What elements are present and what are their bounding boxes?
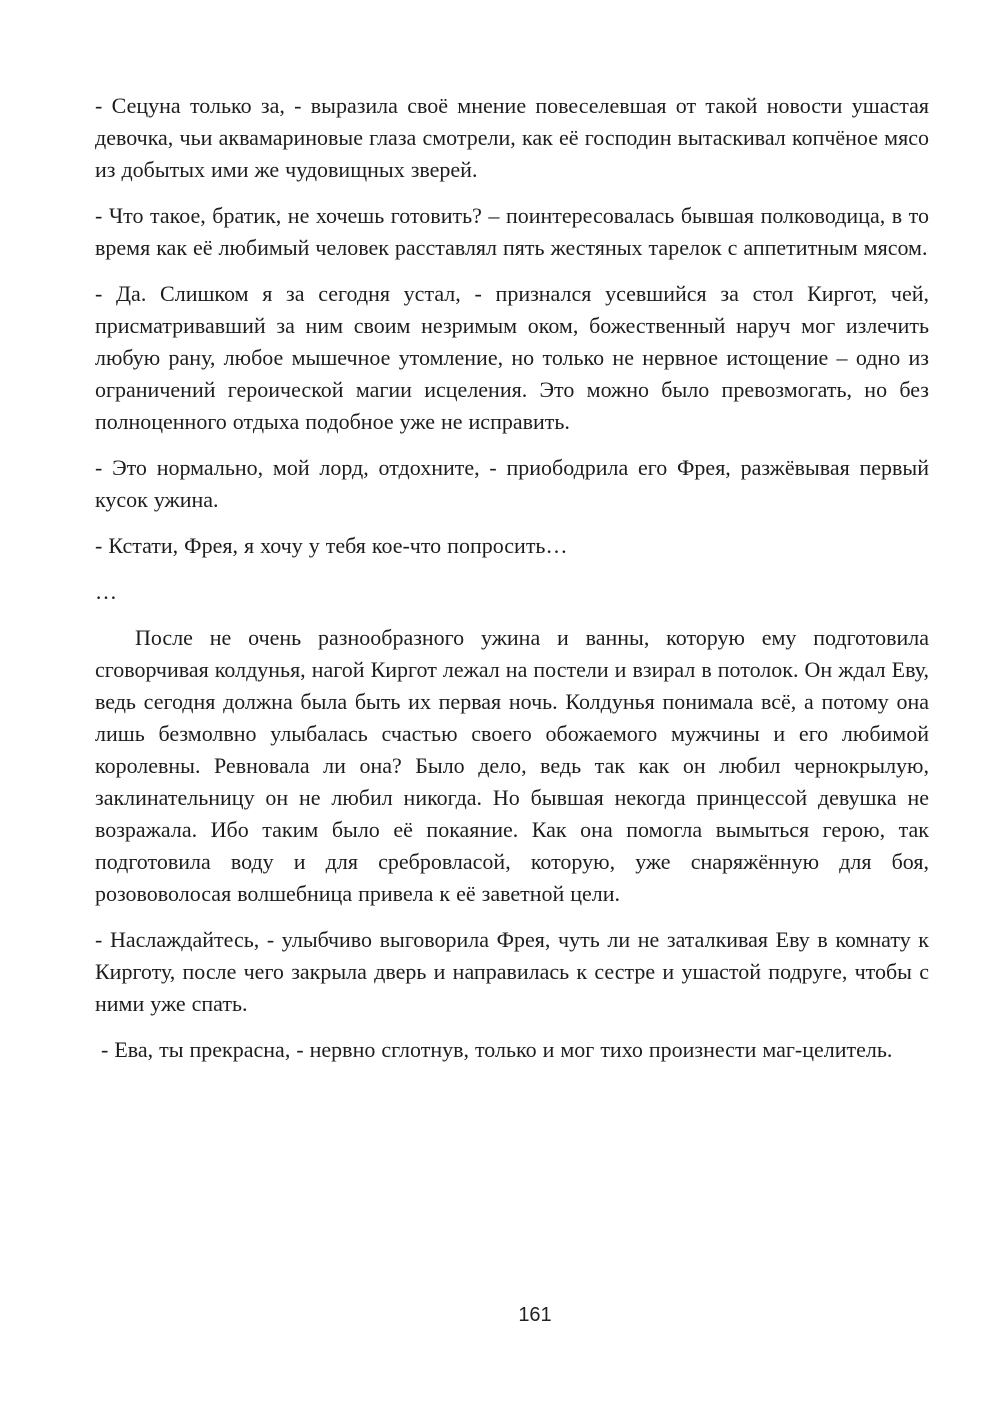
paragraph: - Да. Слишком я за сегодня устал, - признался усевшийся за стол Киргот, чей, присматривавший за ним своим незримым оком, божественный наруч мог излечить любую рану, любое мышечное утомление, но только не нервное истощение – одно из ограничений героической магии исцеления. Это можно было превозмогать, но без полноценного отдыха подобное уже не исправить.: [95, 281, 929, 434]
paragraph: - Это нормально, мой лорд, отдохните, - приободрила его Фрея, разжёвывая первый кусок ужина.: [95, 455, 929, 512]
ellipsis-paragraph: …: [95, 579, 117, 604]
paragraph: - Сецуна только за, - выразила своё мнение повеселевшая от такой новости ушастая девочка, чьи аквамариновые глаза смотрели, как её господин вытаскивал копчёное мясо из добытых ими же чудовищных зверей.: [95, 93, 929, 182]
paragraph: - Ева, ты прекрасна, - нервно сглотнув, только и мог тихо произнести маг-целитель.: [95, 1037, 893, 1062]
page-footer: [0, 1304, 1000, 1327]
paragraph: После не очень разнообразного ужина и ванны, которую ему подготовила сговорчивая колдунья, нагой Киргот лежал на постели и взирал в потолок. Он ждал Еву, ведь сегодня должна была быть их первая ночь. Колдунья понимала всё, а потому она лишь безмолвно улыбалась счастью своего обожаемого мужчины и его любимой королевны. Ревновала ли она? Было дело, ведь так как он любил чернокрылую, заклинательницу он не любил никогда. Но бывшая некогда принцессой девушка не возражала. Ибо таким было её покаяние. Как она помогла вымыться герою, так подготовила воду и для сребровласой, которую, уже снаряжённую для боя, розововолосая волшебница привела к её заветной цели.: [95, 625, 929, 906]
paragraph: - Кстати, Фрея, я хочу у тебя кое-что попросить…: [95, 533, 568, 558]
paragraph: - Что такое, братик, не хочешь готовить? – поинтересовалась бывшая полководица, в то время как её любимый человек расставлял пять жестяных тарелок с аппетитным мясом.: [95, 203, 929, 260]
paragraph: - Наслаждайтесь, - улыбчиво выговорила Фрея, чуть ли не заталкивая Еву в комнату к Кирготу, после чего закрыла дверь и направилась к сестре и ушастой подруге, чтобы с ними уже спать.: [95, 927, 929, 1016]
page-number: 161: [518, 1304, 552, 1326]
page-text-block: [95, 90, 929, 1080]
